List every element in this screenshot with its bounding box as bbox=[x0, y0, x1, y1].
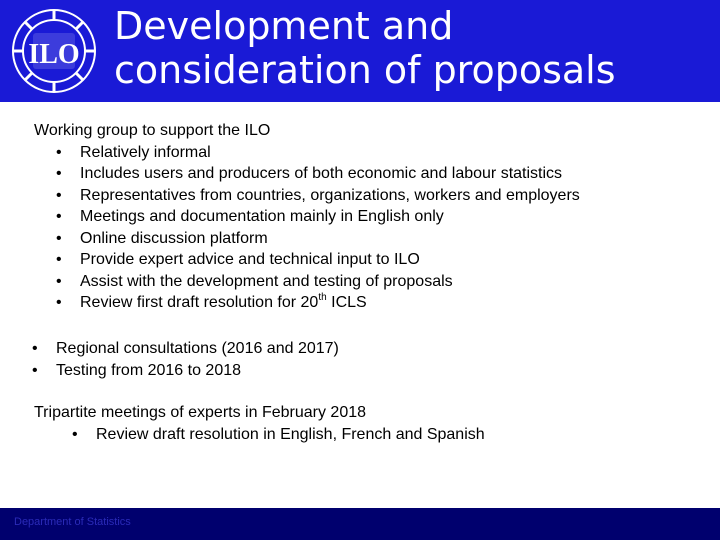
bullet-icon: • bbox=[32, 340, 38, 357]
footer-department-label: Department of Statistics bbox=[14, 516, 131, 528]
bullet-icon: • bbox=[56, 251, 62, 268]
list-item-text: Assist with the development and testing of proposals bbox=[80, 272, 453, 290]
title-banner bbox=[0, 0, 720, 102]
bullet-icon: • bbox=[56, 165, 62, 182]
list-item-text bbox=[80, 292, 367, 314]
bullet-icon: • bbox=[56, 186, 62, 204]
list-item-text: Regional consultations (2016 and 2017) bbox=[56, 340, 339, 357]
ordinal-suffix: th bbox=[318, 291, 327, 303]
ilo-logo-text: ILO bbox=[28, 39, 80, 70]
bullet-icon: • bbox=[56, 229, 62, 247]
footer-bar bbox=[0, 508, 720, 540]
list-item-text: Representatives from countries, organizations, workers and employers bbox=[80, 186, 580, 204]
list-item-text: Provide expert advice and technical input to ILO bbox=[80, 251, 420, 268]
ilo-logo-icon bbox=[6, 6, 102, 96]
list-item-text-suffix: ICLS bbox=[326, 294, 367, 311]
bullet-icon: • bbox=[32, 361, 38, 379]
page-title bbox=[114, 4, 616, 92]
bullet-icon: • bbox=[56, 272, 62, 290]
bullet-icon: • bbox=[56, 208, 62, 225]
list-item-text: Meetings and documentation mainly in English only bbox=[80, 208, 444, 225]
list-item-text: Review draft resolution in English, French and Spanish bbox=[96, 426, 485, 443]
list-item-text-prefix: Review first draft resolution for 20 bbox=[80, 294, 319, 311]
bullet-icon: • bbox=[56, 294, 62, 311]
list-item-text: Online discussion platform bbox=[80, 229, 268, 247]
title-line-2: consideration of proposals bbox=[114, 48, 616, 92]
bullet-icon: • bbox=[72, 426, 78, 443]
list-item-text: Includes users and producers of both economic and labour statistics bbox=[80, 165, 563, 182]
tripartite-heading: Tripartite meetings of experts in February 2018 bbox=[34, 404, 367, 421]
working-group-heading: Working group to support the ILO bbox=[34, 122, 271, 139]
title-line-1: Development and bbox=[114, 4, 454, 48]
list-item-text: Relatively informal bbox=[80, 143, 211, 161]
bullet-icon: • bbox=[56, 143, 62, 161]
list-item-text: Testing from 2016 to 2018 bbox=[56, 361, 242, 379]
